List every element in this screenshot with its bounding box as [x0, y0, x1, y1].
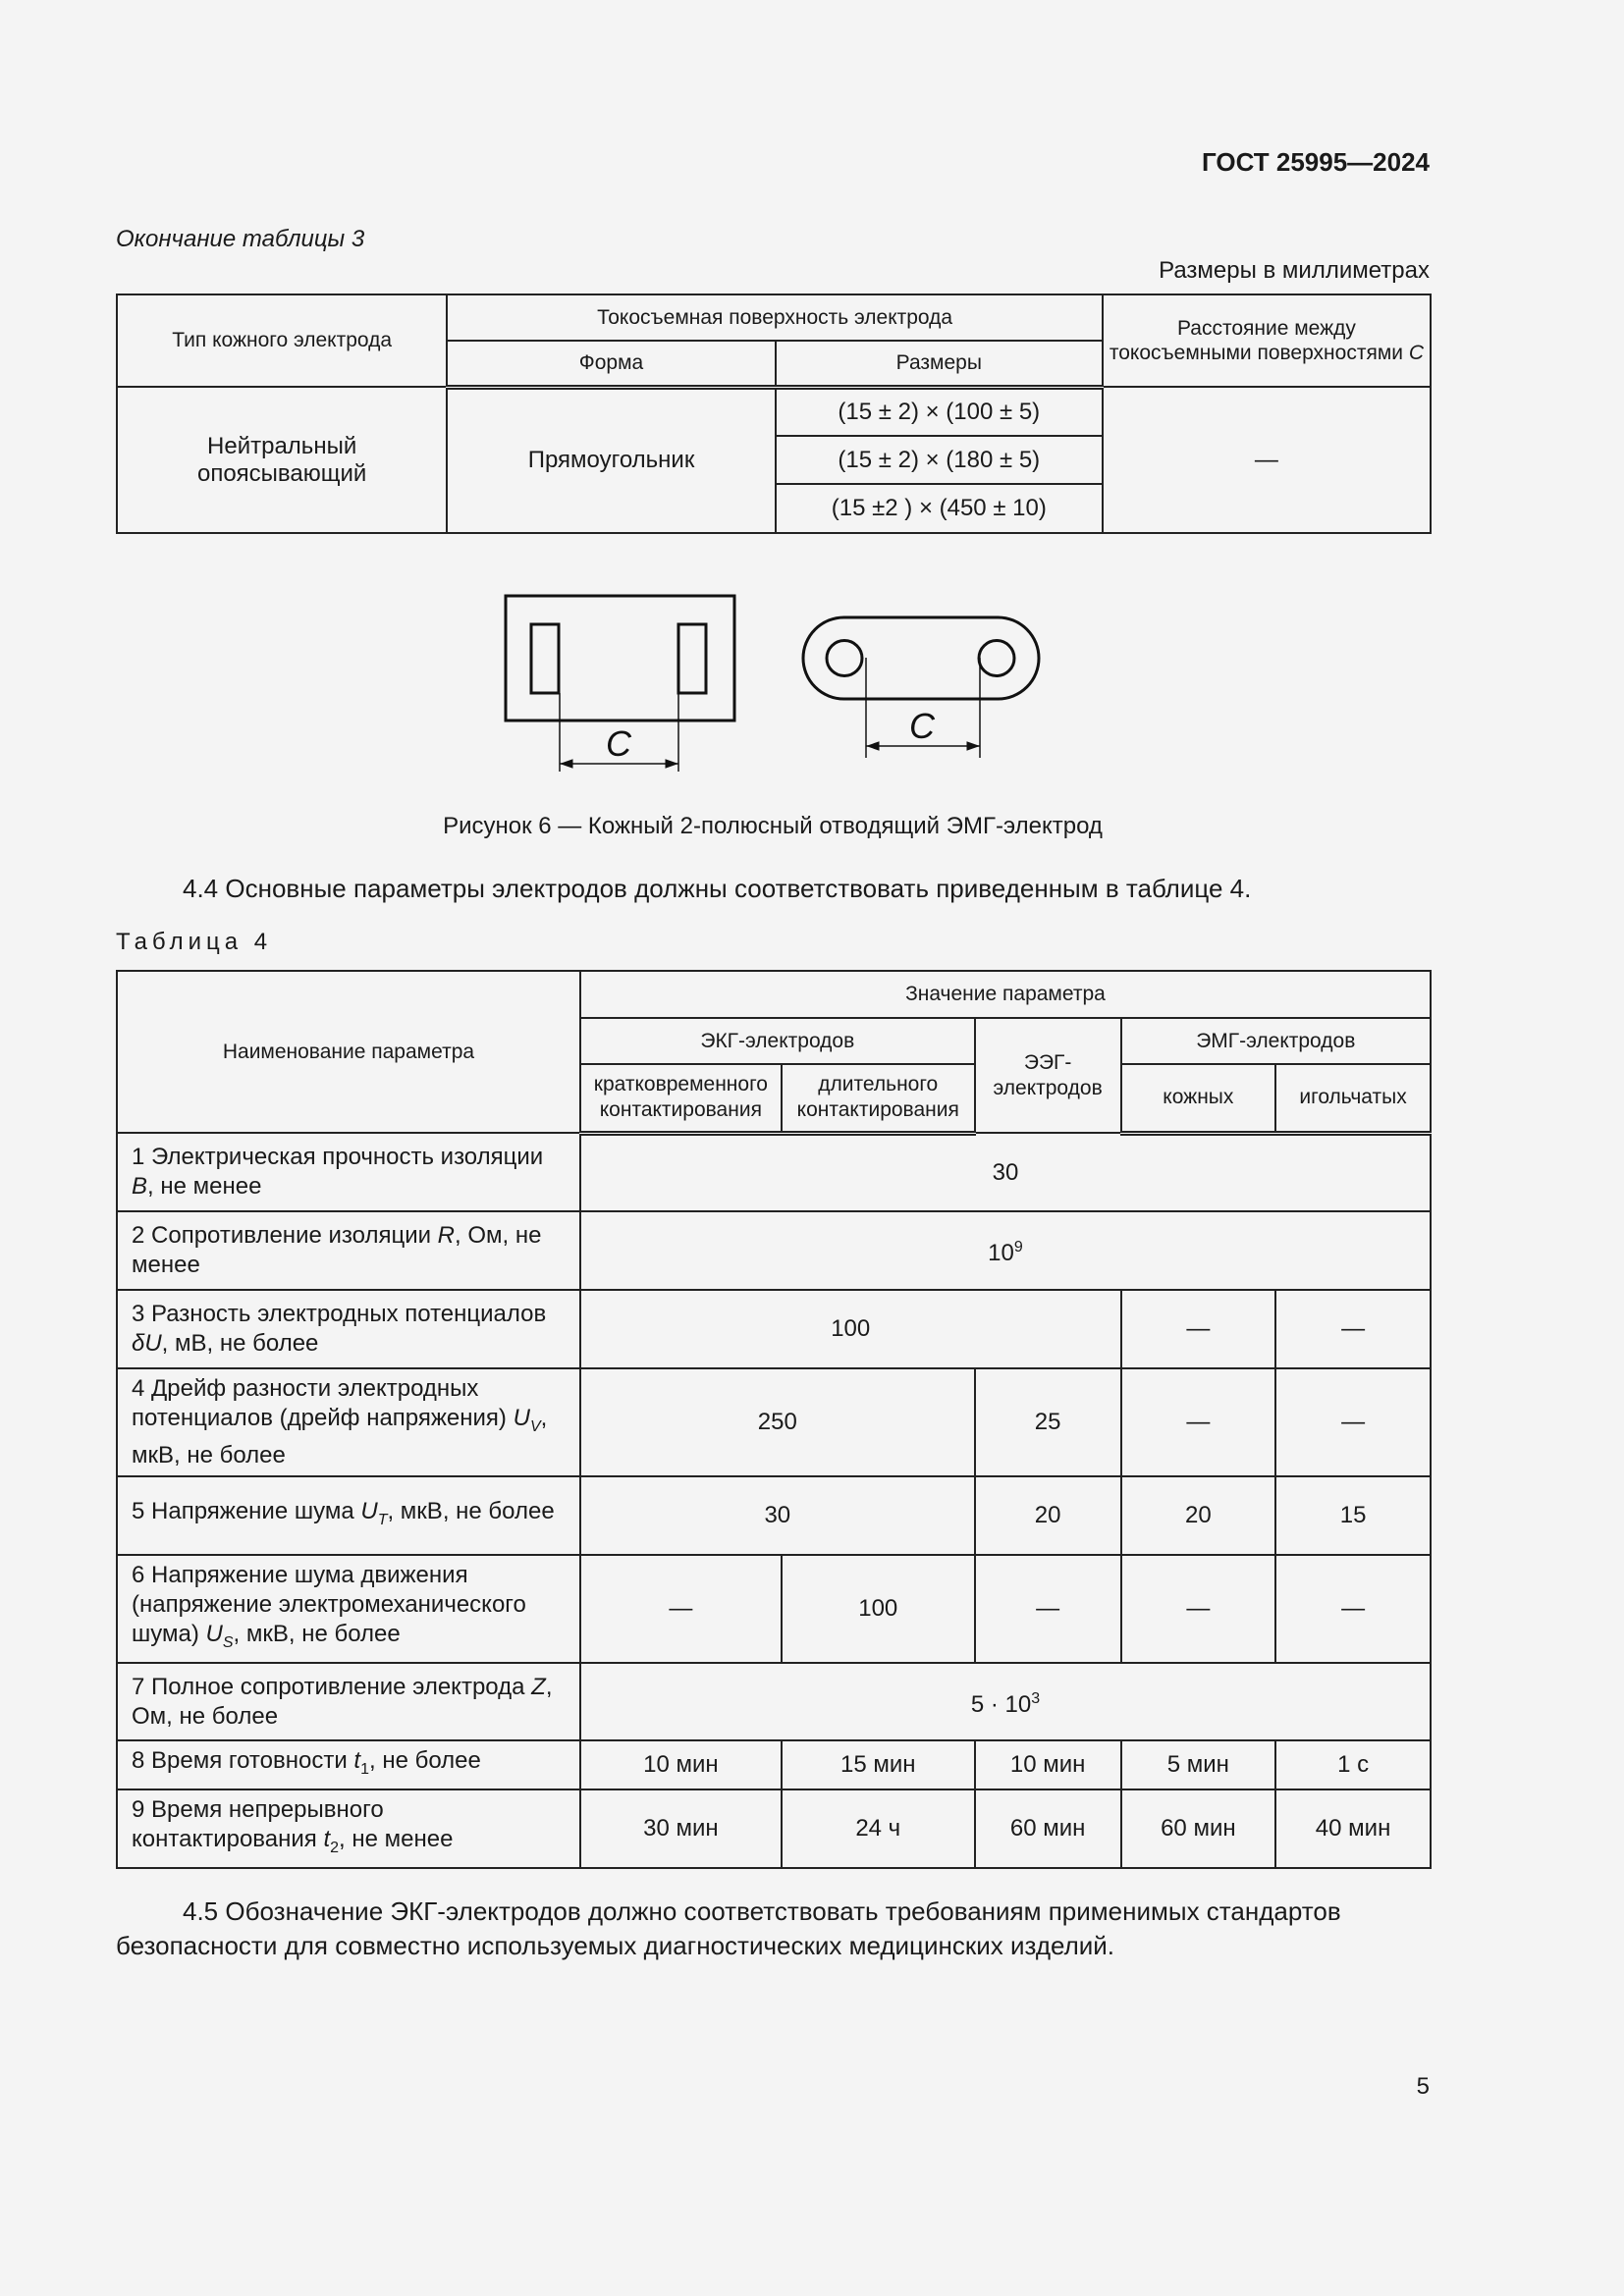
- name-text: 5 Напряжение шума: [132, 1497, 361, 1524]
- symbol-subscript: T: [377, 1511, 388, 1528]
- symbol: δU: [132, 1330, 162, 1357]
- symbol-subscript: 2: [330, 1839, 340, 1856]
- name-text: , Ом, не более: [132, 1673, 553, 1730]
- value-base: 10: [988, 1240, 1014, 1266]
- t3-cell-shape: Прямоугольник: [447, 387, 775, 533]
- t4-header-emg-needle: игольчатых: [1275, 1064, 1431, 1133]
- t4-header-emg: ЭМГ-электродов: [1121, 1018, 1431, 1064]
- t4-value: 20: [975, 1476, 1121, 1555]
- name-text: 9 Время непрерывного контактирования: [132, 1795, 384, 1852]
- t3-header-shape: Форма: [447, 341, 775, 387]
- t3-header-surface: Токосъемная поверхность электрода: [447, 294, 1103, 341]
- figure6-label-c-left: C: [606, 723, 631, 764]
- t4-header-param-name: Наименование параметра: [117, 971, 580, 1133]
- t4-param-name: [117, 1211, 580, 1290]
- t4-value: 15 мин: [782, 1740, 975, 1789]
- name-text: 3 Разность электродных потенциалов: [132, 1301, 547, 1327]
- t4-param-name: [117, 1555, 580, 1663]
- t4-header-ecg-long: длительного контактирования: [782, 1064, 975, 1133]
- t4-value: —: [1275, 1368, 1431, 1476]
- table-row: [117, 1368, 1431, 1476]
- t4-value: —: [580, 1555, 782, 1663]
- value-base: 5 · 10: [970, 1690, 1032, 1718]
- symbol: U: [360, 1497, 378, 1524]
- t3-cell-size: (15 ± 2) × (180 ± 5): [776, 436, 1103, 484]
- t4-param-name: [117, 1740, 580, 1789]
- name-text: 1 Электрическая прочность изоляции: [132, 1144, 544, 1170]
- table-row: [117, 1740, 1431, 1789]
- table-row: [117, 1211, 1431, 1290]
- symbol: Z: [531, 1673, 546, 1700]
- t3-cell-size: (15 ± 2) × (100 ± 5): [776, 387, 1103, 436]
- t3-header-sizes: Размеры: [776, 341, 1103, 387]
- name-text: , мкВ, не более: [387, 1497, 555, 1524]
- t4-value: 100: [782, 1555, 975, 1663]
- table-row: [117, 1133, 1431, 1211]
- table3-continuation-title: Окончание таблицы 3: [116, 226, 365, 252]
- name-text: , мВ, не более: [161, 1330, 319, 1357]
- t4-value: 20: [1121, 1476, 1276, 1555]
- table4: [116, 970, 1432, 1869]
- t4-value: 100: [580, 1290, 1121, 1368]
- symbol: t: [353, 1746, 361, 1774]
- standard-code: ГОСТ 25995—2024: [1202, 147, 1430, 177]
- t4-value: —: [1121, 1555, 1276, 1663]
- t4-value: —: [975, 1555, 1121, 1663]
- symbol-subscript: V: [529, 1417, 541, 1435]
- t4-header-emg-skin: кожных: [1121, 1064, 1276, 1133]
- t4-value: 60 мин: [1121, 1789, 1276, 1868]
- name-text: , мкВ, не более: [132, 1404, 548, 1469]
- table-row: [117, 1476, 1431, 1555]
- figure6-label-c-right: C: [909, 706, 935, 746]
- name-text: , мкВ, не более: [233, 1620, 401, 1647]
- name-text: , не более: [369, 1746, 481, 1774]
- t4-value: 60 мин: [975, 1789, 1121, 1868]
- t4-param-name: [117, 1476, 580, 1555]
- t4-value: —: [1121, 1290, 1276, 1368]
- t3-cell-type: Нейтральный опоясывающий: [117, 387, 447, 533]
- table4-label: Таблица 4: [116, 929, 273, 955]
- t4-param-name: [117, 1368, 580, 1476]
- t4-value: [580, 1663, 1431, 1740]
- t3-header-distance-text: Расстояние между токосъемными поверхностями: [1109, 317, 1403, 364]
- symbol-subscript: S: [222, 1633, 234, 1651]
- t4-header-ecg-short: кратковременного контактирования: [580, 1064, 782, 1133]
- t3-cell-size: (15 ±2 ) × (450 ± 10): [776, 484, 1103, 533]
- t4-value: 40 мин: [1275, 1789, 1431, 1868]
- name-text: 6 Напряжение шума движения (напряжение электромеханического шума): [132, 1561, 526, 1647]
- t4-param-name: [117, 1290, 580, 1368]
- page-number: 5: [1416, 2073, 1430, 2100]
- t4-value: 10 мин: [580, 1740, 782, 1789]
- t4-value: [580, 1211, 1431, 1290]
- symbol: B: [132, 1173, 148, 1200]
- table-row: [117, 1663, 1431, 1740]
- symbol: U: [205, 1620, 223, 1647]
- name-text: 4 Дрейф разности электродных потенциалов (дрейф напряжения): [132, 1374, 514, 1431]
- name-text: 2 Сопротивление изоляции: [132, 1222, 438, 1249]
- symbol: R: [437, 1222, 456, 1249]
- paragraph-4-4: 4.4 Основные параметры электродов должны соответствовать приведенным в таблице 4.: [183, 874, 1252, 903]
- t4-header-param-value: Значение параметра: [580, 971, 1431, 1018]
- t4-value: —: [1121, 1368, 1276, 1476]
- t4-param-name: [117, 1789, 580, 1868]
- table3: [116, 294, 1432, 534]
- t3-header-distance: [1103, 294, 1431, 387]
- table3-units-note: Размеры в миллиметрах: [1159, 257, 1430, 284]
- t4-value: 30: [580, 1133, 1431, 1211]
- value-exponent: 3: [1031, 1689, 1041, 1707]
- t4-value: 5 мин: [1121, 1740, 1276, 1789]
- paragraph-4-5: 4.5 Обозначение ЭКГ-электродов должно соответствовать требованиям применимых стандартов безопасности для совместно используемых диагностических медицинских изделий.: [116, 1896, 1341, 1960]
- name-text: , не менее: [147, 1173, 262, 1200]
- t4-header-ecg: ЭКГ-электродов: [580, 1018, 975, 1064]
- table-row: [117, 1290, 1431, 1368]
- figure6-drawing: [501, 589, 1051, 785]
- t4-value: —: [1275, 1290, 1431, 1368]
- name-text: 7 Полное сопротивление электрода: [132, 1673, 532, 1700]
- name-text: , Ом, не менее: [132, 1222, 542, 1278]
- t3-header-distance-symbol: C: [1408, 342, 1425, 364]
- t3-header-type: Тип кожного электрода: [117, 294, 447, 387]
- value-exponent: 9: [1013, 1239, 1023, 1255]
- t4-value: 30 мин: [580, 1789, 782, 1868]
- t4-param-name: [117, 1133, 580, 1211]
- t4-value: —: [1275, 1555, 1431, 1663]
- symbol-subscript: 1: [360, 1760, 369, 1778]
- t4-value: 15: [1275, 1476, 1431, 1555]
- table-row: [117, 1789, 1431, 1868]
- symbol: t: [323, 1825, 331, 1852]
- t4-value: 30: [580, 1476, 975, 1555]
- symbol: U: [513, 1404, 530, 1431]
- t4-value: 10 мин: [975, 1740, 1121, 1789]
- name-text: 8 Время готовности: [132, 1746, 354, 1774]
- figure6-caption: Рисунок 6 — Кожный 2-полюсный отводящий ЭМГ-электрод: [443, 813, 1103, 839]
- t4-value: 250: [580, 1368, 975, 1476]
- t4-value: 24 ч: [782, 1789, 975, 1868]
- t3-cell-distance: —: [1103, 387, 1431, 533]
- t4-header-eeg: ЭЭГ-электродов: [975, 1018, 1121, 1133]
- t4-value: 1 с: [1275, 1740, 1431, 1789]
- t4-value: 25: [975, 1368, 1121, 1476]
- name-text: , не менее: [339, 1825, 454, 1852]
- t4-param-name: [117, 1663, 580, 1740]
- table-row: [117, 1555, 1431, 1663]
